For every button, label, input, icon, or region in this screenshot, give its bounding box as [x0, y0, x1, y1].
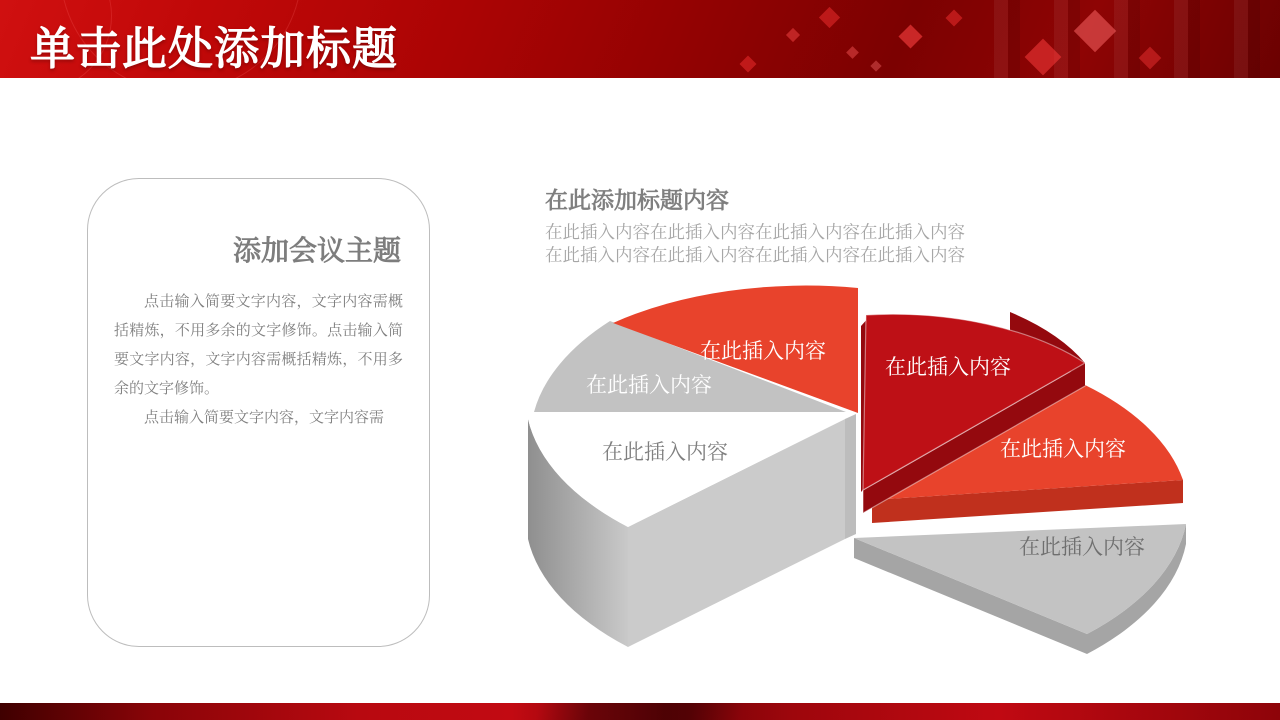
- card-paragraph-2: 点击输入简要文字内容，文字内容需: [144, 409, 385, 426]
- pie-slice-white-right-side: [845, 414, 856, 539]
- section-placeholder-line-2: 在此插入内容在此插入内容在此插入内容在此插入内容: [545, 245, 965, 265]
- card-heading: 添加会议主题: [232, 235, 401, 266]
- section-placeholder-line-1: 在此插入内容在此插入内容在此插入内容在此插入内容: [545, 222, 965, 242]
- pie-label-white: 在此插入内容: [602, 441, 728, 464]
- card-paragraph-1: 点击输入简要文字内容，文字内容需概括精炼，不用多余的文字修饰。点击输入简要文字内容，文字内容需概括精炼，不用多余的文字修饰。: [114, 293, 403, 397]
- bottom-accent-bar: [0, 703, 1280, 720]
- pie-label-darkred: 在此插入内容: [885, 356, 1011, 379]
- pie-label-bottom-gray: 在此插入内容: [1019, 536, 1145, 559]
- slide-title: 单击此处添加标题: [30, 23, 399, 74]
- section-heading: 在此添加标题内容: [545, 187, 729, 213]
- pie-label-upleft-gray: 在此插入内容: [586, 374, 712, 397]
- pie-label-right-orange: 在此插入内容: [1000, 438, 1126, 461]
- pie-label-top-orange: 在此插入内容: [700, 340, 826, 363]
